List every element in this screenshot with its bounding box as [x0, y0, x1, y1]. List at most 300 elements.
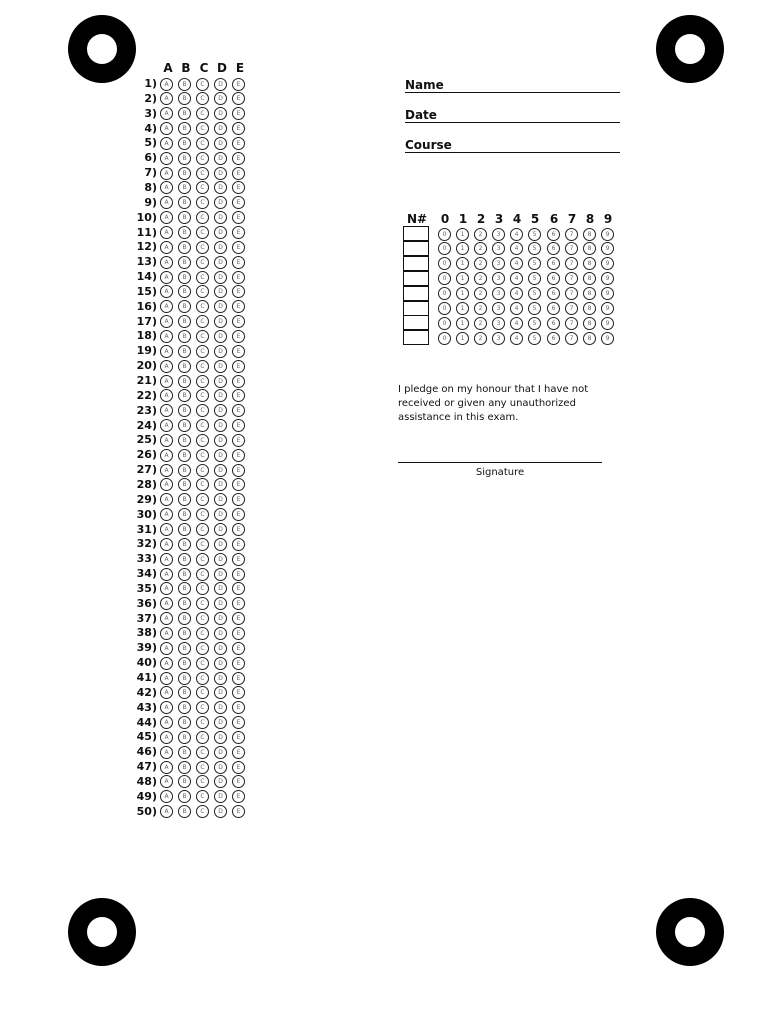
answer-bubble[interactable]: D [214, 404, 227, 417]
answer-bubble[interactable]: A [160, 241, 173, 254]
answer-bubble[interactable]: E [232, 256, 245, 269]
id-bubble[interactable]: 1 [456, 287, 469, 300]
answer-bubble[interactable]: A [160, 226, 173, 239]
answer-bubble[interactable]: C [196, 92, 209, 105]
id-bubble[interactable]: 3 [492, 332, 505, 345]
answer-bubble[interactable]: E [232, 508, 245, 521]
id-bubble[interactable]: 4 [510, 317, 523, 330]
answer-bubble[interactable]: A [160, 285, 173, 298]
id-bubble[interactable]: 3 [492, 287, 505, 300]
answer-bubble[interactable]: A [160, 686, 173, 699]
answer-bubble[interactable]: D [214, 137, 227, 150]
id-bubble[interactable]: 7 [565, 272, 578, 285]
id-bubble[interactable]: 1 [456, 317, 469, 330]
answer-bubble[interactable]: C [196, 167, 209, 180]
id-bubble[interactable]: 3 [492, 317, 505, 330]
id-bubble[interactable]: 5 [528, 302, 541, 315]
answer-bubble[interactable]: B [178, 181, 191, 194]
answer-bubble[interactable]: C [196, 434, 209, 447]
answer-bubble[interactable]: E [232, 181, 245, 194]
answer-bubble[interactable]: E [232, 612, 245, 625]
date-field[interactable] [405, 106, 620, 123]
answer-bubble[interactable]: E [232, 449, 245, 462]
answer-bubble[interactable]: C [196, 256, 209, 269]
answer-bubble[interactable]: A [160, 152, 173, 165]
id-bubble[interactable]: 6 [547, 332, 560, 345]
answer-bubble[interactable]: D [214, 701, 227, 714]
id-bubble[interactable]: 5 [528, 332, 541, 345]
answer-bubble[interactable]: D [214, 523, 227, 536]
answer-bubble[interactable]: D [214, 315, 227, 328]
answer-bubble[interactable]: E [232, 553, 245, 566]
answer-bubble[interactable]: D [214, 360, 227, 373]
answer-bubble[interactable]: A [160, 568, 173, 581]
answer-bubble[interactable]: D [214, 181, 227, 194]
answer-bubble[interactable]: D [214, 464, 227, 477]
id-bubble[interactable]: 4 [510, 302, 523, 315]
answer-bubble[interactable]: A [160, 345, 173, 358]
answer-bubble[interactable]: B [178, 315, 191, 328]
id-bubble[interactable]: 5 [528, 257, 541, 270]
id-bubble[interactable]: 8 [583, 332, 596, 345]
id-bubble[interactable]: 9 [601, 302, 614, 315]
answer-bubble[interactable]: C [196, 285, 209, 298]
answer-bubble[interactable]: C [196, 746, 209, 759]
answer-bubble[interactable]: B [178, 761, 191, 774]
answer-bubble[interactable]: E [232, 360, 245, 373]
id-bubble[interactable]: 3 [492, 228, 505, 241]
id-bubble[interactable]: 2 [474, 302, 487, 315]
answer-bubble[interactable]: A [160, 493, 173, 506]
answer-bubble[interactable]: D [214, 478, 227, 491]
answer-bubble[interactable]: A [160, 508, 173, 521]
answer-bubble[interactable]: C [196, 731, 209, 744]
answer-bubble[interactable]: B [178, 731, 191, 744]
id-digit-box[interactable] [403, 301, 429, 316]
answer-bubble[interactable]: E [232, 538, 245, 551]
id-digit-box[interactable] [403, 286, 429, 301]
answer-bubble[interactable]: D [214, 196, 227, 209]
answer-bubble[interactable]: A [160, 672, 173, 685]
id-bubble[interactable]: 5 [528, 287, 541, 300]
id-bubble[interactable]: 9 [601, 242, 614, 255]
id-bubble[interactable]: 8 [583, 242, 596, 255]
answer-bubble[interactable]: B [178, 686, 191, 699]
answer-bubble[interactable]: E [232, 137, 245, 150]
id-digit-box[interactable] [403, 226, 429, 241]
answer-bubble[interactable]: D [214, 345, 227, 358]
id-bubble[interactable]: 9 [601, 228, 614, 241]
answer-bubble[interactable]: B [178, 775, 191, 788]
answer-bubble[interactable]: A [160, 627, 173, 640]
id-bubble[interactable]: 0 [438, 257, 451, 270]
id-bubble[interactable]: 2 [474, 317, 487, 330]
answer-bubble[interactable]: D [214, 775, 227, 788]
answer-bubble[interactable]: B [178, 92, 191, 105]
answer-bubble[interactable]: C [196, 137, 209, 150]
answer-bubble[interactable]: D [214, 686, 227, 699]
answer-bubble[interactable]: D [214, 790, 227, 803]
course-field[interactable] [405, 136, 620, 153]
answer-bubble[interactable]: B [178, 152, 191, 165]
answer-bubble[interactable]: E [232, 568, 245, 581]
answer-bubble[interactable]: A [160, 389, 173, 402]
id-bubble[interactable]: 4 [510, 287, 523, 300]
answer-bubble[interactable]: E [232, 464, 245, 477]
answer-bubble[interactable]: D [214, 508, 227, 521]
answer-bubble[interactable]: B [178, 241, 191, 254]
answer-bubble[interactable]: D [214, 493, 227, 506]
id-bubble[interactable]: 4 [510, 272, 523, 285]
answer-bubble[interactable]: C [196, 226, 209, 239]
answer-bubble[interactable]: C [196, 716, 209, 729]
answer-bubble[interactable]: B [178, 716, 191, 729]
answer-bubble[interactable]: E [232, 523, 245, 536]
answer-bubble[interactable]: B [178, 404, 191, 417]
id-bubble[interactable]: 9 [601, 332, 614, 345]
answer-bubble[interactable]: B [178, 582, 191, 595]
answer-bubble[interactable]: A [160, 211, 173, 224]
answer-bubble[interactable]: C [196, 107, 209, 120]
answer-bubble[interactable]: B [178, 523, 191, 536]
answer-bubble[interactable]: D [214, 731, 227, 744]
id-bubble[interactable]: 8 [583, 287, 596, 300]
answer-bubble[interactable]: A [160, 167, 173, 180]
answer-bubble[interactable]: C [196, 449, 209, 462]
answer-bubble[interactable]: C [196, 657, 209, 670]
answer-bubble[interactable]: C [196, 345, 209, 358]
answer-bubble[interactable]: B [178, 597, 191, 610]
answer-bubble[interactable]: E [232, 122, 245, 135]
answer-bubble[interactable]: A [160, 122, 173, 135]
answer-bubble[interactable]: E [232, 375, 245, 388]
id-bubble[interactable]: 7 [565, 332, 578, 345]
answer-bubble[interactable]: B [178, 642, 191, 655]
id-bubble[interactable]: 5 [528, 228, 541, 241]
answer-bubble[interactable]: B [178, 612, 191, 625]
answer-bubble[interactable]: C [196, 582, 209, 595]
id-bubble[interactable]: 1 [456, 257, 469, 270]
id-bubble[interactable]: 9 [601, 272, 614, 285]
answer-bubble[interactable]: D [214, 672, 227, 685]
answer-bubble[interactable]: C [196, 493, 209, 506]
answer-bubble[interactable]: B [178, 538, 191, 551]
answer-bubble[interactable]: B [178, 345, 191, 358]
id-bubble[interactable]: 6 [547, 317, 560, 330]
answer-bubble[interactable]: E [232, 478, 245, 491]
answer-bubble[interactable]: D [214, 375, 227, 388]
answer-bubble[interactable]: D [214, 612, 227, 625]
answer-bubble[interactable]: B [178, 478, 191, 491]
answer-bubble[interactable]: A [160, 137, 173, 150]
id-bubble[interactable]: 5 [528, 242, 541, 255]
answer-bubble[interactable]: C [196, 464, 209, 477]
id-bubble[interactable]: 7 [565, 302, 578, 315]
answer-bubble[interactable]: E [232, 226, 245, 239]
answer-bubble[interactable]: A [160, 434, 173, 447]
answer-bubble[interactable]: A [160, 597, 173, 610]
id-bubble[interactable]: 4 [510, 332, 523, 345]
id-bubble[interactable]: 6 [547, 257, 560, 270]
answer-bubble[interactable]: E [232, 241, 245, 254]
id-bubble[interactable]: 3 [492, 302, 505, 315]
id-bubble[interactable]: 7 [565, 287, 578, 300]
id-bubble[interactable]: 2 [474, 332, 487, 345]
answer-bubble[interactable]: A [160, 761, 173, 774]
answer-bubble[interactable]: C [196, 597, 209, 610]
id-bubble[interactable]: 5 [528, 272, 541, 285]
id-bubble[interactable]: 7 [565, 228, 578, 241]
answer-bubble[interactable]: D [214, 553, 227, 566]
id-bubble[interactable]: 1 [456, 302, 469, 315]
answer-bubble[interactable]: C [196, 686, 209, 699]
answer-bubble[interactable]: E [232, 627, 245, 640]
answer-bubble[interactable]: D [214, 657, 227, 670]
answer-bubble[interactable]: C [196, 78, 209, 91]
answer-bubble[interactable]: C [196, 553, 209, 566]
answer-bubble[interactable]: D [214, 241, 227, 254]
answer-bubble[interactable]: C [196, 761, 209, 774]
answer-bubble[interactable]: B [178, 449, 191, 462]
answer-bubble[interactable]: E [232, 211, 245, 224]
answer-bubble[interactable]: D [214, 271, 227, 284]
answer-bubble[interactable]: C [196, 271, 209, 284]
id-bubble[interactable]: 0 [438, 317, 451, 330]
id-bubble[interactable]: 2 [474, 272, 487, 285]
answer-bubble[interactable]: A [160, 731, 173, 744]
answer-bubble[interactable]: A [160, 375, 173, 388]
answer-bubble[interactable]: D [214, 642, 227, 655]
answer-bubble[interactable]: E [232, 686, 245, 699]
answer-bubble[interactable]: C [196, 375, 209, 388]
id-bubble[interactable]: 3 [492, 257, 505, 270]
answer-bubble[interactable]: A [160, 612, 173, 625]
id-digit-box[interactable] [403, 330, 429, 345]
answer-bubble[interactable]: A [160, 256, 173, 269]
answer-bubble[interactable]: D [214, 78, 227, 91]
id-bubble[interactable]: 3 [492, 242, 505, 255]
answer-bubble[interactable]: E [232, 746, 245, 759]
answer-bubble[interactable]: A [160, 404, 173, 417]
answer-bubble[interactable]: C [196, 642, 209, 655]
answer-bubble[interactable]: A [160, 107, 173, 120]
answer-bubble[interactable]: C [196, 315, 209, 328]
answer-bubble[interactable]: D [214, 167, 227, 180]
answer-bubble[interactable]: D [214, 122, 227, 135]
answer-bubble[interactable]: B [178, 137, 191, 150]
id-bubble[interactable]: 4 [510, 242, 523, 255]
answer-bubble[interactable]: E [232, 404, 245, 417]
answer-bubble[interactable]: E [232, 434, 245, 447]
answer-bubble[interactable]: B [178, 805, 191, 818]
answer-bubble[interactable]: D [214, 152, 227, 165]
id-bubble[interactable]: 0 [438, 228, 451, 241]
answer-bubble[interactable]: A [160, 790, 173, 803]
answer-bubble[interactable]: A [160, 775, 173, 788]
answer-bubble[interactable]: B [178, 701, 191, 714]
answer-bubble[interactable]: E [232, 701, 245, 714]
answer-bubble[interactable]: B [178, 568, 191, 581]
answer-bubble[interactable]: A [160, 360, 173, 373]
answer-bubble[interactable]: A [160, 300, 173, 313]
id-bubble[interactable]: 0 [438, 287, 451, 300]
answer-bubble[interactable]: A [160, 746, 173, 759]
answer-bubble[interactable]: A [160, 478, 173, 491]
answer-bubble[interactable]: E [232, 731, 245, 744]
answer-bubble[interactable]: C [196, 419, 209, 432]
answer-bubble[interactable]: C [196, 523, 209, 536]
id-bubble[interactable]: 8 [583, 302, 596, 315]
answer-bubble[interactable]: B [178, 493, 191, 506]
answer-bubble[interactable]: C [196, 330, 209, 343]
answer-bubble[interactable]: D [214, 256, 227, 269]
answer-bubble[interactable]: D [214, 761, 227, 774]
id-bubble[interactable]: 4 [510, 257, 523, 270]
answer-bubble[interactable]: E [232, 389, 245, 402]
answer-bubble[interactable]: A [160, 419, 173, 432]
answer-bubble[interactable]: E [232, 597, 245, 610]
answer-bubble[interactable]: B [178, 285, 191, 298]
answer-bubble[interactable]: A [160, 523, 173, 536]
answer-bubble[interactable]: B [178, 107, 191, 120]
answer-bubble[interactable]: E [232, 300, 245, 313]
id-bubble[interactable]: 6 [547, 242, 560, 255]
answer-bubble[interactable]: B [178, 389, 191, 402]
answer-bubble[interactable]: B [178, 508, 191, 521]
answer-bubble[interactable]: D [214, 211, 227, 224]
answer-bubble[interactable]: B [178, 360, 191, 373]
id-bubble[interactable]: 1 [456, 332, 469, 345]
id-digit-box[interactable] [403, 256, 429, 271]
answer-bubble[interactable]: C [196, 404, 209, 417]
answer-bubble[interactable]: E [232, 493, 245, 506]
answer-bubble[interactable]: D [214, 746, 227, 759]
answer-bubble[interactable]: B [178, 790, 191, 803]
answer-bubble[interactable]: E [232, 167, 245, 180]
answer-bubble[interactable]: E [232, 92, 245, 105]
answer-bubble[interactable]: E [232, 271, 245, 284]
answer-bubble[interactable]: B [178, 419, 191, 432]
answer-bubble[interactable]: A [160, 271, 173, 284]
answer-bubble[interactable]: E [232, 330, 245, 343]
answer-bubble[interactable]: C [196, 538, 209, 551]
answer-bubble[interactable]: B [178, 226, 191, 239]
answer-bubble[interactable]: A [160, 449, 173, 462]
answer-bubble[interactable]: E [232, 152, 245, 165]
answer-bubble[interactable]: B [178, 553, 191, 566]
answer-bubble[interactable]: C [196, 568, 209, 581]
answer-bubble[interactable]: C [196, 360, 209, 373]
answer-bubble[interactable]: D [214, 389, 227, 402]
answer-bubble[interactable]: C [196, 181, 209, 194]
answer-bubble[interactable]: A [160, 78, 173, 91]
id-bubble[interactable]: 2 [474, 242, 487, 255]
answer-bubble[interactable]: C [196, 389, 209, 402]
id-bubble[interactable]: 6 [547, 228, 560, 241]
id-bubble[interactable]: 1 [456, 228, 469, 241]
answer-bubble[interactable]: E [232, 315, 245, 328]
id-digit-box[interactable] [403, 241, 429, 256]
answer-bubble[interactable]: E [232, 345, 245, 358]
answer-bubble[interactable]: D [214, 330, 227, 343]
answer-bubble[interactable]: E [232, 107, 245, 120]
answer-bubble[interactable]: B [178, 122, 191, 135]
answer-bubble[interactable]: B [178, 627, 191, 640]
id-bubble[interactable]: 0 [438, 302, 451, 315]
answer-bubble[interactable]: B [178, 300, 191, 313]
answer-bubble[interactable]: D [214, 805, 227, 818]
answer-bubble[interactable]: C [196, 790, 209, 803]
id-bubble[interactable]: 3 [492, 272, 505, 285]
answer-bubble[interactable]: C [196, 612, 209, 625]
answer-bubble[interactable]: D [214, 226, 227, 239]
answer-bubble[interactable]: A [160, 553, 173, 566]
answer-bubble[interactable]: E [232, 582, 245, 595]
answer-bubble[interactable]: E [232, 805, 245, 818]
id-bubble[interactable]: 2 [474, 228, 487, 241]
signature-line[interactable] [398, 462, 602, 463]
answer-bubble[interactable]: E [232, 775, 245, 788]
id-bubble[interactable]: 0 [438, 272, 451, 285]
answer-bubble[interactable]: C [196, 300, 209, 313]
id-bubble[interactable]: 4 [510, 228, 523, 241]
answer-bubble[interactable]: B [178, 211, 191, 224]
answer-bubble[interactable]: C [196, 672, 209, 685]
id-bubble[interactable]: 7 [565, 257, 578, 270]
answer-bubble[interactable]: A [160, 716, 173, 729]
answer-bubble[interactable]: B [178, 330, 191, 343]
answer-bubble[interactable]: D [214, 285, 227, 298]
answer-bubble[interactable]: A [160, 181, 173, 194]
answer-bubble[interactable]: B [178, 167, 191, 180]
answer-bubble[interactable]: E [232, 790, 245, 803]
id-bubble[interactable]: 0 [438, 242, 451, 255]
answer-bubble[interactable]: B [178, 464, 191, 477]
answer-bubble[interactable]: A [160, 538, 173, 551]
answer-bubble[interactable]: B [178, 78, 191, 91]
id-bubble[interactable]: 7 [565, 317, 578, 330]
answer-bubble[interactable]: B [178, 657, 191, 670]
answer-bubble[interactable]: A [160, 582, 173, 595]
answer-bubble[interactable]: B [178, 375, 191, 388]
answer-bubble[interactable]: D [214, 107, 227, 120]
answer-bubble[interactable]: D [214, 597, 227, 610]
answer-bubble[interactable]: C [196, 701, 209, 714]
answer-bubble[interactable]: D [214, 582, 227, 595]
answer-bubble[interactable]: E [232, 78, 245, 91]
answer-bubble[interactable]: B [178, 196, 191, 209]
id-bubble[interactable]: 2 [474, 287, 487, 300]
answer-bubble[interactable]: C [196, 152, 209, 165]
answer-bubble[interactable]: A [160, 92, 173, 105]
id-bubble[interactable]: 6 [547, 302, 560, 315]
id-bubble[interactable]: 8 [583, 228, 596, 241]
answer-bubble[interactable]: A [160, 330, 173, 343]
answer-bubble[interactable]: E [232, 761, 245, 774]
answer-bubble[interactable]: D [214, 434, 227, 447]
answer-bubble[interactable]: E [232, 672, 245, 685]
answer-bubble[interactable]: E [232, 419, 245, 432]
id-bubble[interactable]: 9 [601, 287, 614, 300]
answer-bubble[interactable]: A [160, 464, 173, 477]
answer-bubble[interactable]: C [196, 508, 209, 521]
id-digit-box[interactable] [403, 271, 429, 286]
name-field[interactable] [405, 76, 620, 93]
answer-bubble[interactable]: C [196, 775, 209, 788]
answer-bubble[interactable]: E [232, 657, 245, 670]
answer-bubble[interactable]: D [214, 627, 227, 640]
answer-bubble[interactable]: C [196, 478, 209, 491]
